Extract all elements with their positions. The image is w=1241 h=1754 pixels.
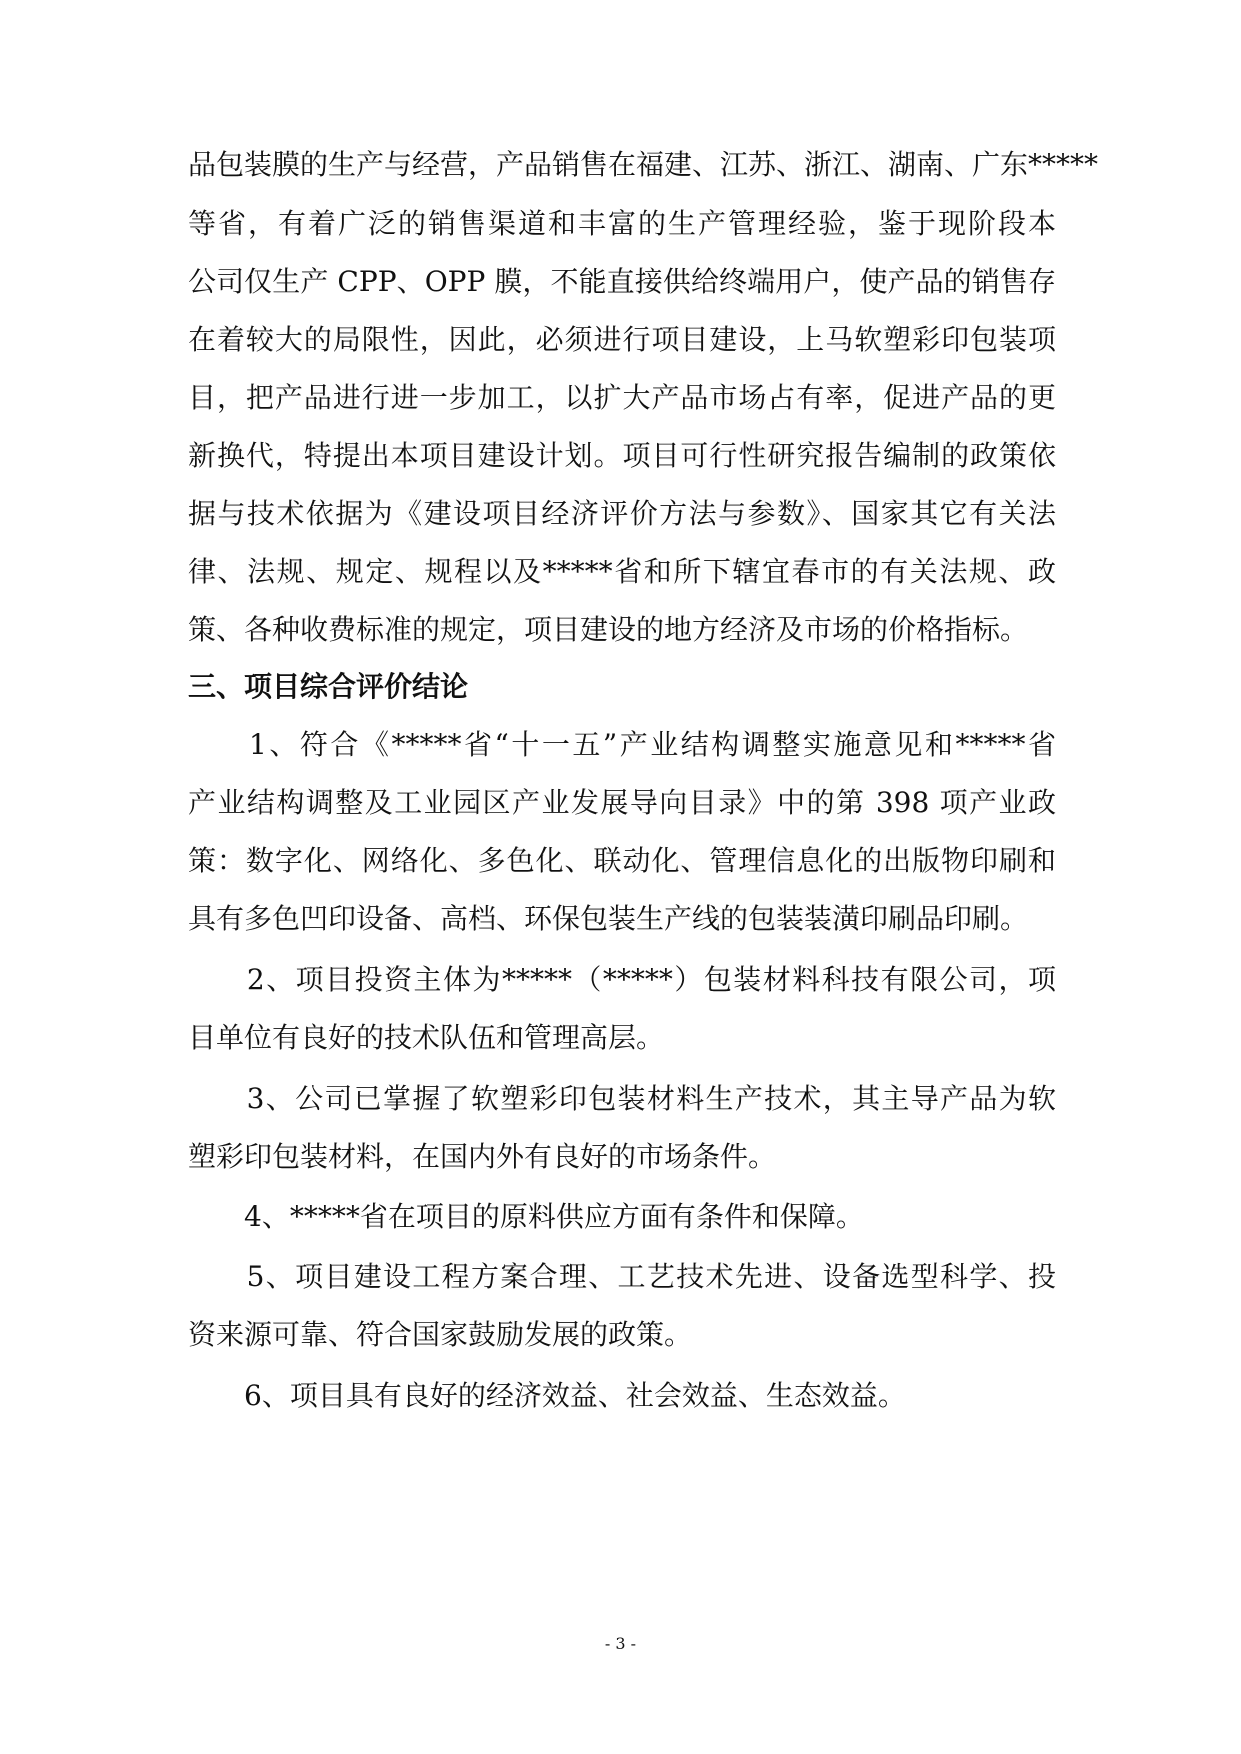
text-line: 在着较大的局限性，因此，必须进行项目建设，上马软塑彩印包装项 (188, 323, 1056, 356)
text-line: 5、项目建设工程方案合理、工艺技术先进、设备选型科学、投 (188, 1260, 1056, 1293)
text-line: 策、各种收费标准的规定，项目建设的地方经济及市场的价格指标。 (188, 613, 1029, 646)
text-line: 目单位有良好的技术队伍和管理高层。 (188, 1021, 665, 1054)
text-line: 公司仅生产 CPP、OPP 膜，不能直接供给终端用户，使产品的销售存 (188, 265, 1056, 298)
text-line: 据与技术依据为《建设项目经济评价方法与参数》、国家其它有关法 (188, 497, 1056, 530)
conclusion-item-4: 4、*****省在项目的原料供应方面有条件和保障。 (188, 1200, 864, 1233)
section-heading: 三、项目综合评价结论 (188, 670, 469, 703)
text-line: 新换代，特提出本项目建设计划。项目可行性研究报告编制的政策依 (188, 439, 1056, 472)
page-number: - 3 - (604, 1634, 637, 1653)
text-line: 2、项目投资主体为*****（*****）包装材料科技有限公司，项 (188, 963, 1056, 996)
text-line: 产业结构调整及工业园区产业发展导向目录》中的第 398 项产业政 (188, 786, 1056, 819)
text-line: 律、法规、规定、规程以及*****省和所下辖宜春市的有关法规、政 (188, 555, 1056, 588)
text-line: 品包装膜的生产与经营，产品销售在福建、江苏、浙江、湖南、广东***** (188, 148, 1099, 181)
text-line: 1、符合《*****省“十一五”产业结构调整实施意见和*****省 (188, 728, 1056, 761)
text-line: 塑彩印包装材料，在国内外有良好的市场条件。 (188, 1140, 777, 1173)
conclusion-item-6: 6、项目具有良好的经济效益、社会效益、生态效益。 (188, 1379, 906, 1412)
text-line: 等省，有着广泛的销售渠道和丰富的生产管理经验，鉴于现阶段本 (188, 207, 1056, 240)
text-line: 具有多色凹印设备、高档、环保包装生产线的包装装潢印刷品印刷。 (188, 902, 1029, 935)
text-line: 策：数字化、网络化、多色化、联动化、管理信息化的出版物印刷和 (188, 844, 1056, 877)
text-line: 目，把产品进行进一步加工，以扩大产品市场占有率，促进产品的更 (188, 381, 1056, 414)
text-line: 资来源可靠、符合国家鼓励发展的政策。 (188, 1318, 693, 1351)
text-line: 3、公司已掌握了软塑彩印包装材料生产技术，其主导产品为软 (188, 1082, 1056, 1115)
